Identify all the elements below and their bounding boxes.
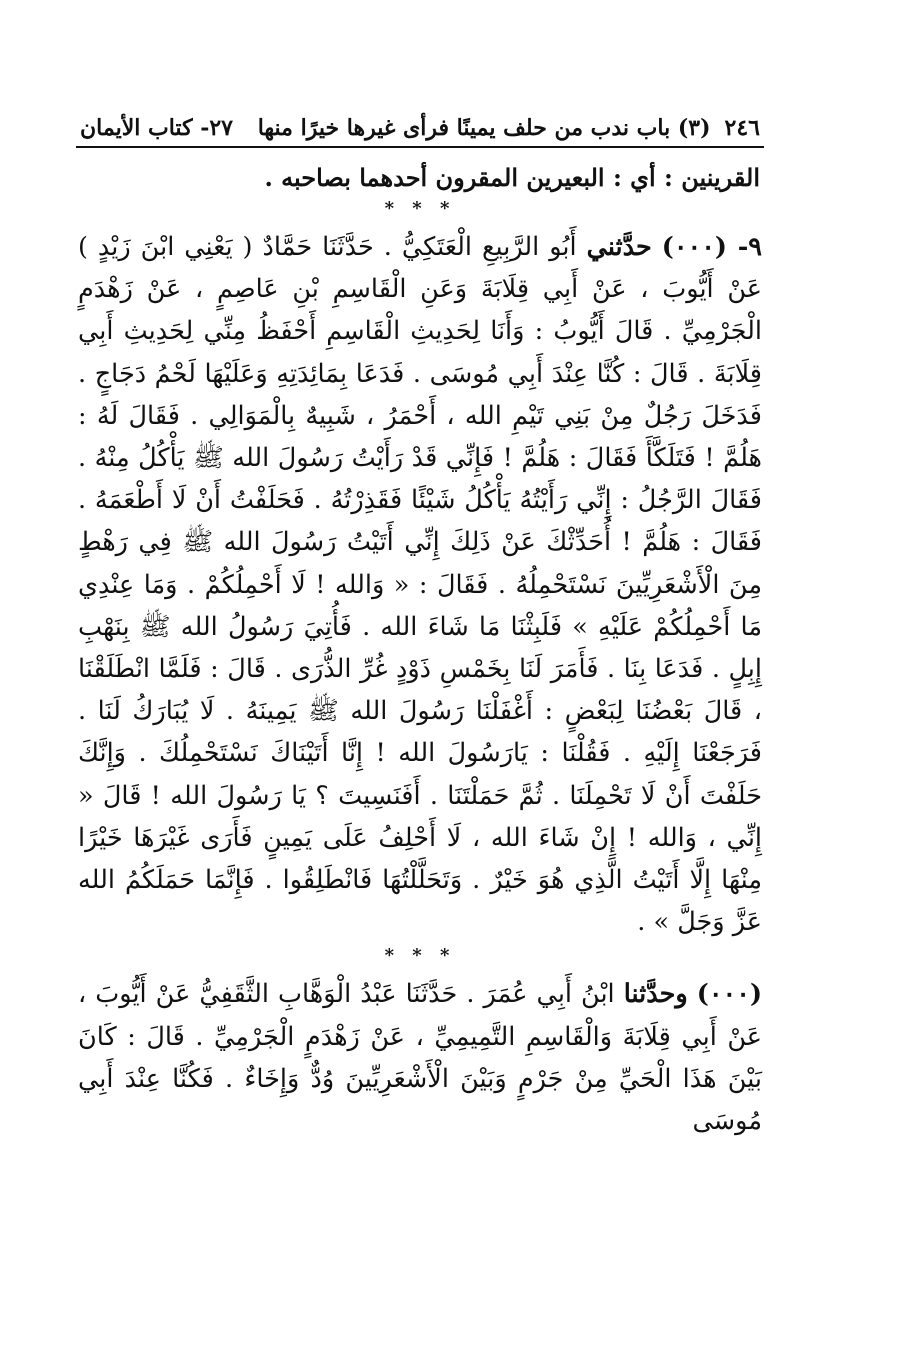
hadith-text: أَبُو الرَّبِيعِ الْعَتَكِيُّ . حَدَّثَنَا حَمَّادٌ ( يَعْنِي ابْنَ زَيْدٍ ) عَنْ أَيُّوبَ ، عَنْ أَبِي قِلَابَةَ وَعَنِ الْقَاسِمِ بْنِ عَاصِمٍ ، عَنْ زَهْدَمٍ الْجَرْمِيِّ . قَالَ أَيُّوبُ : وَأَنَا لِحَدِيثِ الْقَاسِمِ أَحْفَظُ مِنِّي لِحَدِيثِ أَبِي قِلَابَةَ . قَالَ : كُنَّا عِنْدَ أَبِي مُوسَى . فَدَعَا بِمَائِدَتِهِ وَعَلَيْهَا لَحْمُ دَجَاجٍ . فَدَخَلَ رَجُلٌ مِنْ بَنِي تَيْمِ الله ، أَحْمَرُ ، شَبِيهٌ بِالْمَوَالِي . فَقَالَ لَهُ : هَلُمَّ ! فَتَلَكَّأَ فَقَالَ : هَلُمَّ ! فَإِنِّي قَدْ رَأَيْتُ رَسُولَ الله ﷺ يَأْكُلُ مِنْهُ . فَقَالَ الرَّجُلُ : إِنِّي رَأَيْتُهُ يَأْكُلُ شَيْئًا فَقَذِرْتُهُ . فَحَلَفْتُ أَنْ لَا أَطْعَمَهُ . فَقَالَ : هَلُمَّ ! أُحَدِّثْكَ عَنْ ذَلِكَ إِنِّي أَتَيْتُ رَسُولَ الله ﷺ فِي رَهْطٍ مِنَ الْأَشْعَرِيِّينَ نَسْتَحْمِلُهُ . فَقَالَ : « وَالله ! لَا أَحْمِلُكُمْ . وَمَا عِنْدِي مَا أَحْمِلُكُمْ عَلَيْهِ » فَلَبِثْنَا مَا شَاءَ الله . فَأُتِيَ رَسُولُ الله ﷺ بِنَهْبِ إِبِلٍ . فَدَعَا بِنَا . فَأَمَرَ لَنَا بِخَمْسِ ذَوْدٍ غُرِّ الذُّرَى . قَالَ : فَلَمَّا انْطَلَقْنَا ، قَالَ بَعْضُنَا لِبَعْضٍ : أَغْفَلْنَا رَسُولَ الله ﷺ يَمِينَهُ . لَا يُبَارَكُ لَنَا . فَرَجَعْنَا إِلَيْهِ . فَقُلْنَا : يَارَسُولَ الله ! إِنَّا أَتَيْنَاكَ نَسْتَحْمِلُكَ . وَإِنَّكَ حَلَفْتَ أَنْ لَا تَحْمِلَنَا . ثُمَّ حَمَلْتَنَا . أَفَنَسِيتَ ؟ يَا رَسُولَ الله ! قَالَ « إِنِّي ، وَالله ! إِنْ شَاءَ الله ، لَا أَحْلِفُ عَلَى يَمِينٍ فَأَرَى غَيْرَهَا خَيْرًا مِنْهَا إِلَّا أَتَيْتُ الَّذِي هُوَ خَيْرٌ . وَتَحَلَّلْتُهَا فَانْطَلِقُوا . فَإِنَّمَا حَمَلَكُمُ الله عَزَّ وَجَلَّ » . [78,232,762,938]
hadith-paragraph [76,226,764,943]
hadith-lead-word: وحدَّثنا [623,979,688,1010]
header-right-group [258,110,760,146]
hadith-paragraph [76,973,764,1142]
hadith-text: ابْنُ أَبِي عُمَرَ . حَدَّثَنَا عَبْدُ الْوَهَّابِ الثَّقَفِيُّ عَنْ أَيُّوبَ ، عَنْ أَبِي قِلَابَةَ وَالْقَاسِمِ التَّمِيمِيِّ ، عَنْ زَهْدَمٍ الْجَرْمِيِّ . قَالَ : كَانَ بَيْنَ هَذَا الْحَيِّ مِنْ جَرْمٍ وَبَيْنَ الْأَشْعَرِيِّينَ وُدٌّ وَإِخَاءٌ . فَكُنَّا عِنْدَ أَبِي مُوسَى [78,979,762,1137]
hadith-number: (٠٠٠) [696,979,763,1010]
glossary-note: القرينين : أي : البعيرين المقرون أحدهما بصاحبه . [264,163,760,192]
book-page [76,108,764,1308]
section-separator: * * * [384,945,456,967]
chapter-title: (٣) باب ندب من حلف يمينًا فرأى غيرها خيرًا منها [257,115,711,141]
hadith-number: ٩- (٠٠٠) [661,232,762,262]
page-number: ٢٤٦ [724,115,760,141]
book-title: ٢٧- كتاب الأيمان [80,115,233,141]
section-separator: * * * [384,198,456,219]
running-header [76,108,764,148]
hadith-lead-word: حدَّثني [586,232,652,262]
